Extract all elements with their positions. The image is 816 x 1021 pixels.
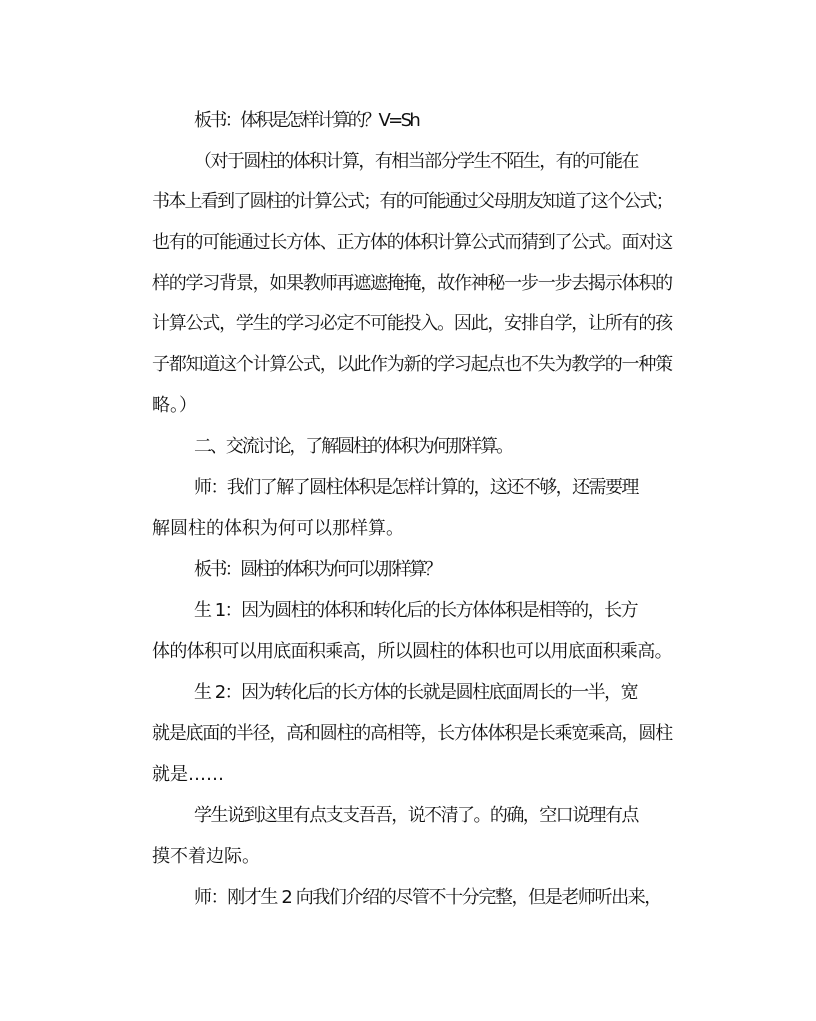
student-2-dialogue-line: 生 2：因为转化后的长方体的长就是圆柱底面周长的一半，宽 <box>194 682 638 703</box>
paragraph-line: （对于圆柱的体积计算，有相当部分学生不陌生，有的可能在 <box>194 151 638 172</box>
narration-line: 学生说到这里有点支支吾吾，说不清了。的确，空口说理有点 <box>194 805 638 826</box>
section-heading: 二、交流讨论，了解圆柱的体积为何那样算。 <box>194 436 512 457</box>
student-1-dialogue-line: 体的体积可以用底面积乘高，所以圆柱的体积也可以用底面积乘高。 <box>152 641 672 662</box>
board-note-volume-formula: 板书：体积是怎样计算的？V=Sh <box>194 110 419 131</box>
narration-line: 摸不着边际。 <box>152 846 260 867</box>
paragraph-line: 样的学习背景，如果教师再遮遮掩掩，故作神秘一步一步去揭示体积的 <box>152 273 672 294</box>
paragraph-line: 也有的可能通过长方体、正方体的体积计算公式而猜到了公式。面对这 <box>152 232 672 253</box>
paragraph-line: 子都知道这个计算公式，以此作为新的学习起点也不失为教学的一种策 <box>152 354 672 375</box>
paragraph-line: 书本上看到了圆柱的计算公式；有的可能通过父母朋友知道了这个公式； <box>152 191 672 212</box>
paragraph-line: 略。） <box>152 395 197 416</box>
student-1-dialogue-line: 生 1：因为圆柱的体积和转化后的长方体体积是相等的，长方 <box>194 600 638 621</box>
student-2-dialogue-line: 就是…… <box>152 764 224 785</box>
board-note-question: 板书：圆柱的体积为何可以那样算？ <box>194 559 440 580</box>
paragraph-line: 计算公式，学生的学习必定不可能投入。因此，安排自学，让所有的孩 <box>152 313 672 334</box>
teacher-dialogue-line: 师：刚才生 2 向我们介绍的尽管不十分完整，但是老师听出来， <box>194 887 661 908</box>
teacher-dialogue-line: 师：我们了解了圆柱体积是怎样计算的，这还不够，还需要理 <box>194 477 638 498</box>
teacher-dialogue-line: 解圆柱的体积为何可以那样算。 <box>152 518 404 539</box>
student-2-dialogue-line: 就是底面的半径，高和圆柱的高相等，长方体体积是长乘宽乘高，圆柱 <box>152 723 672 744</box>
